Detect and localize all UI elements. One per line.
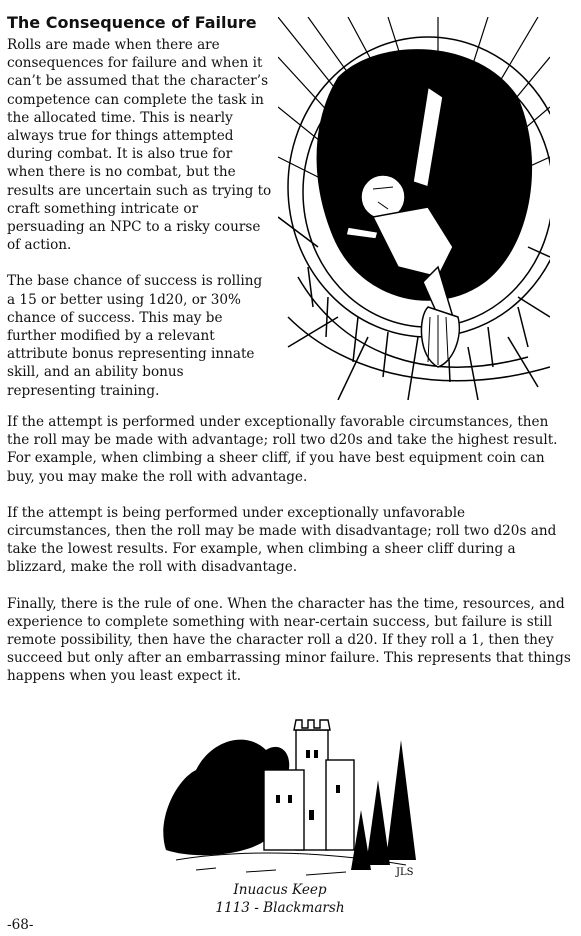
full-width-text (7, 413, 573, 704)
keep-illustration (156, 700, 424, 880)
caption-subtitle: 1113 - Blackmarsh (215, 900, 345, 916)
caption-title: Inuacus Keep (233, 882, 327, 898)
svg-text:JLS: JLS (396, 867, 414, 878)
paragraph: Rolls are made when there are consequences for failure and when it can’t be assumed that the character’s competence can complete the task in the allocated time. This is nearly always true for things attempted during combat. It is also true for when there is no combat, but the results are uncertain such as trying to craft something intricate or persuading an NPC to a risky course of action. (7, 37, 272, 254)
column-text (7, 36, 272, 418)
page-number: -68- (7, 917, 34, 933)
section-heading: The Consequence of Failure (7, 13, 257, 32)
paragraph: The base chance of success is rolling a 15 or better using 1d20, or 30% chance of success. This may be further modified by a relevant attribute bonus representing innate skill, and an ability bonus representing training. (7, 273, 263, 399)
paragraph: If the attempt is performed under exceptionally favorable circumstances, then the roll may be made with advantage; roll two d20s and take the highest result. For example, when climbing a sheer cliff, if you have best equipment coin can buy, you may make the roll with advantage. (7, 414, 558, 485)
paragraph: Finally, there is the rule of one. When the character has the time, resources, and experience to complete something with near-certain success, but failure is still remote possibility, then have the character roll a d20. If they roll a 1, then they succeed but only after an embarrassing minor failure. This represents that things happens when you least expect it. (7, 595, 571, 685)
paragraph: If the attempt is being performed under exceptionally unfavorable circumstances, then the roll may be made with disadvantage; roll two d20s and take the lowest results. For example, when climbing a sheer cliff during a blizzard, make the roll with disadvantage. (7, 504, 557, 576)
falling-figure-illustration (278, 17, 550, 400)
